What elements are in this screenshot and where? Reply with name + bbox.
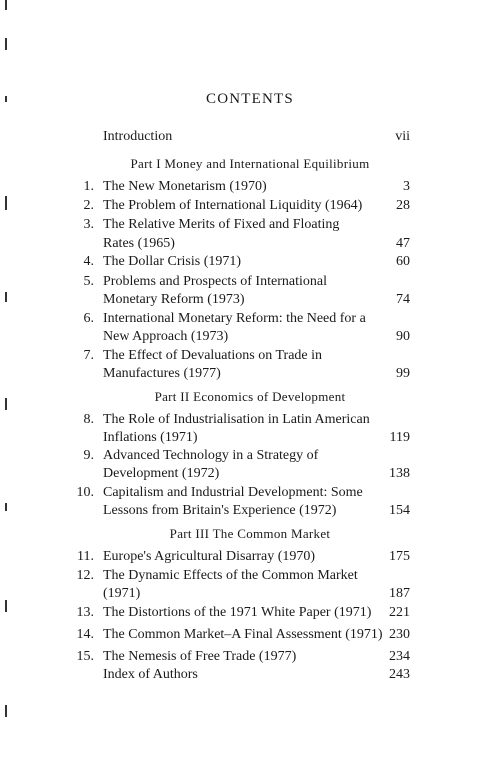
toc-entry-number: 13.: [76, 605, 94, 620]
scan-mark: [5, 600, 7, 612]
scan-mark: [5, 38, 7, 50]
toc-entry-number: 11.: [77, 549, 94, 564]
scan-mark: [5, 503, 7, 511]
toc-entry-title: The Common Market–A Final Assessment (1971): [103, 627, 383, 642]
toc-entry-number: 5.: [83, 274, 94, 289]
toc-entry-title: Capitalism and Industrial Development: Some: [103, 485, 363, 500]
toc-entry-page: 90: [396, 329, 410, 344]
toc-entry-page: 99: [396, 366, 410, 381]
toc-entry-title: Europe's Agricultural Disarray (1970): [103, 549, 316, 564]
toc-entry-title: The New Monetarism (1970): [103, 179, 267, 194]
toc-entry-number: 6.: [83, 311, 94, 326]
toc-entry-title: The Effect of Devaluations on Trade in: [103, 348, 323, 363]
toc-entry-page: 230: [389, 627, 410, 642]
toc-entry-title: Lessons from Britain's Experience (1972): [103, 503, 337, 518]
toc-entry-title: (1971): [103, 586, 141, 601]
toc-entry-page: 119: [389, 430, 410, 445]
toc-entry-title: Advanced Technology in a Strategy of: [103, 448, 319, 463]
toc-entry-number: 1.: [83, 179, 94, 194]
scan-edge-marks: [0, 0, 14, 760]
toc-intro-title: Introduction: [103, 129, 173, 144]
toc-entry-page: 234: [389, 649, 410, 664]
toc-entry-title: Manufactures (1977): [103, 366, 221, 381]
toc-entry-page: 74: [396, 292, 410, 307]
toc-entry-title: Rates (1965): [103, 236, 175, 251]
toc-entry-number: 14.: [76, 627, 94, 642]
scan-mark: [5, 0, 7, 10]
toc-entry-title: Problems and Prospects of International: [103, 274, 327, 289]
toc-index-page: 243: [389, 667, 410, 682]
toc-entry-number: 10.: [76, 485, 94, 500]
toc-entry-title: The Role of Industrialisation in Latin American: [103, 412, 370, 427]
toc-entry-page: 60: [396, 254, 410, 269]
toc-entry-page: 154: [389, 503, 410, 518]
toc-entry-title: The Dynamic Effects of the Common Market: [103, 568, 358, 583]
page-title: CONTENTS: [206, 91, 294, 107]
toc-entry-title: The Distortions of the 1971 White Paper (1971): [103, 605, 372, 620]
toc-entry-number: 15.: [76, 649, 94, 664]
toc-entry-title: The Problem of International Liquidity (1964): [103, 198, 363, 213]
toc-entry-number: 4.: [83, 254, 94, 269]
toc-entry-title: Development (1972): [103, 466, 220, 481]
toc-entry-page: 175: [389, 549, 410, 564]
toc-entry-number: 3.: [83, 217, 94, 232]
toc-entry-page: 187: [389, 586, 410, 601]
toc-entry-page: 47: [396, 236, 410, 251]
toc-entry-title: The Relative Merits of Fixed and Floating: [103, 217, 340, 232]
toc-entry-title: International Monetary Reform: the Need for a: [103, 311, 366, 326]
toc-entry-page: 3: [403, 179, 410, 194]
toc-entry-title: The Dollar Crisis (1971): [103, 254, 242, 269]
scan-mark: [5, 292, 7, 302]
toc-entry-page: 138: [389, 466, 410, 481]
toc-intro-page: vii: [395, 129, 410, 144]
toc-entry-page: 28: [396, 198, 410, 213]
toc-entry-title: New Approach (1973): [103, 329, 229, 344]
toc-entry-page: 221: [389, 605, 410, 620]
scan-mark: [5, 196, 7, 210]
toc-entry-number: 12.: [76, 568, 94, 583]
part-heading: Part I Money and International Equilibrium: [130, 156, 370, 171]
part-heading: Part II Economics of Development: [154, 389, 346, 404]
toc-entry-title: Monetary Reform (1973): [103, 292, 245, 307]
toc-entry-title: The Nemesis of Free Trade (1977): [103, 649, 297, 664]
toc-index-title: Index of Authors: [103, 667, 198, 682]
scan-mark: [5, 705, 7, 717]
toc-entry-number: 7.: [83, 348, 94, 363]
toc-entry-number: 2.: [83, 198, 94, 213]
toc-entry-number: 8.: [83, 412, 94, 427]
toc-entry-title: Inflations (1971): [103, 430, 198, 445]
part-heading: Part III The Common Market: [169, 526, 331, 541]
toc-entry-number: 9.: [83, 448, 94, 463]
